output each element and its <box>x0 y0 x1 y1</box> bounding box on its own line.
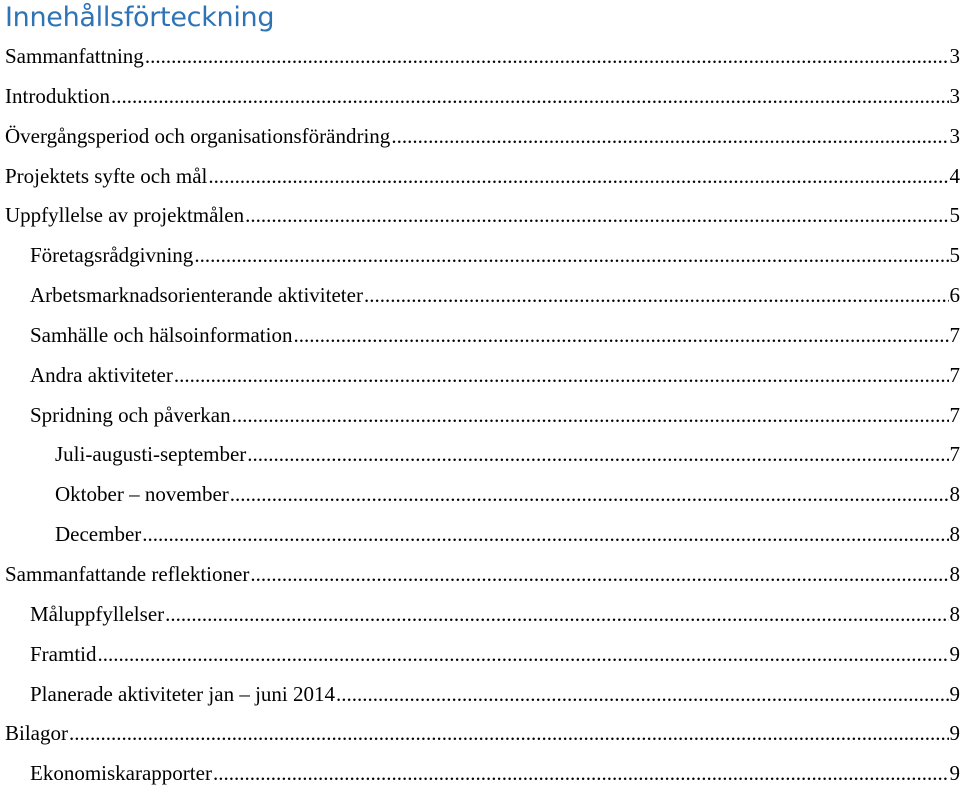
toc-entry-introduktion[interactable] <box>0 78 960 118</box>
toc-title: Innehållsförteckning <box>5 0 274 36</box>
toc-dot-leader <box>250 556 948 592</box>
toc-entry-text: Uppfyllelse av projektmålen <box>5 197 244 233</box>
toc-page-number: 3 <box>950 38 960 74</box>
toc-entry-overgangsperiod[interactable] <box>0 118 960 158</box>
toc-entry-text: Andra aktiviteter <box>30 357 173 393</box>
toc-page-number: 6 <box>950 277 960 313</box>
toc-dot-leader <box>98 636 949 672</box>
toc-entry-text: Sammanfattning <box>5 38 144 74</box>
toc-entry-text: Måluppfyllelser <box>30 596 164 632</box>
toc-entry-oktober-november[interactable] <box>0 476 960 516</box>
toc-entry-text: Sammanfattande reflektioner <box>5 556 249 592</box>
toc-entry-text: Introduktion <box>5 78 110 114</box>
toc-dot-leader <box>208 158 948 194</box>
toc-dot-leader <box>194 237 948 273</box>
toc-page-number: 8 <box>950 596 960 632</box>
toc-entry-text: Bilagor <box>5 715 68 751</box>
toc-entry-spridning[interactable] <box>0 397 960 437</box>
toc-page-number: 4 <box>950 158 960 194</box>
toc-entry-text: Framtid <box>30 636 97 672</box>
toc-entry-planerade[interactable] <box>0 676 960 716</box>
toc-entry-text: Företagsrådgivning <box>30 237 193 273</box>
toc-page-number: 8 <box>950 516 960 552</box>
toc-entry-projektets-syfte[interactable] <box>0 158 960 198</box>
toc-entry-uppfyllelse[interactable] <box>0 197 960 237</box>
toc-entry-text: Samhälle och hälsoinformation <box>30 317 292 353</box>
toc-dot-leader <box>230 476 949 512</box>
toc-dot-leader <box>391 118 948 154</box>
toc-dot-leader <box>174 357 949 393</box>
toc-entry-text: Övergångsperiod och organisationsförändring <box>5 118 390 154</box>
toc-dot-leader <box>336 676 949 712</box>
toc-dot-leader <box>232 397 949 433</box>
toc-entry-text: Projektets syfte och mål <box>5 158 207 194</box>
toc-page-number: 3 <box>950 118 960 154</box>
toc-page-number: 3 <box>950 78 960 114</box>
toc-page-number: 8 <box>950 476 960 512</box>
toc-list <box>0 38 960 795</box>
toc-page-number: 5 <box>950 237 960 273</box>
toc-dot-leader <box>69 715 949 751</box>
toc-entry-samhalle[interactable] <box>0 317 960 357</box>
toc-entry-framtid[interactable] <box>0 636 960 676</box>
toc-page-number: 8 <box>950 556 960 592</box>
toc-page-number: 9 <box>950 715 960 751</box>
toc-entry-text: Arbetsmarknadsorienterande aktiviteter <box>30 277 363 313</box>
toc-page-number: 7 <box>950 397 960 433</box>
toc-entry-maluppfyllelser[interactable] <box>0 596 960 636</box>
toc-entry-foretagsradgivning[interactable] <box>0 237 960 277</box>
toc-entry-juli-sept[interactable] <box>0 436 960 476</box>
toc-page-number: 7 <box>950 357 960 393</box>
toc-dot-leader <box>142 516 948 552</box>
toc-entry-text: Oktober – november <box>55 476 229 512</box>
toc-dot-leader <box>247 436 948 472</box>
toc-page-number: 7 <box>950 436 960 472</box>
toc-dot-leader <box>293 317 948 353</box>
toc-entry-text: Spridning och påverkan <box>30 397 231 433</box>
toc-page-number: 9 <box>950 755 960 791</box>
toc-entry-text: December <box>55 516 141 552</box>
toc-entry-ekonomiskarapporter[interactable] <box>0 755 960 795</box>
toc-dot-leader <box>364 277 949 313</box>
toc-page-number: 9 <box>950 636 960 672</box>
toc-entry-text: Planerade aktiviteter jan – juni 2014 <box>30 676 335 712</box>
toc-entry-text: Ekonomiskarapporter <box>30 755 212 791</box>
toc-entry-arbetsmarknad[interactable] <box>0 277 960 317</box>
toc-entry-andra-aktiviteter[interactable] <box>0 357 960 397</box>
toc-entry-sammanfattning[interactable] <box>0 38 960 78</box>
toc-entry-bilagor[interactable] <box>0 715 960 755</box>
toc-page-number: 7 <box>950 317 960 353</box>
toc-page-number: 5 <box>950 197 960 233</box>
toc-dot-leader <box>165 596 948 632</box>
toc-dot-leader <box>111 78 949 114</box>
toc-dot-leader <box>145 38 949 74</box>
toc-entry-text: Juli-augusti-september <box>55 436 246 472</box>
toc-dot-leader <box>245 197 948 233</box>
toc-entry-sammanfattande[interactable] <box>0 556 960 596</box>
toc-page-number: 9 <box>950 676 960 712</box>
toc-entry-december[interactable] <box>0 516 960 556</box>
